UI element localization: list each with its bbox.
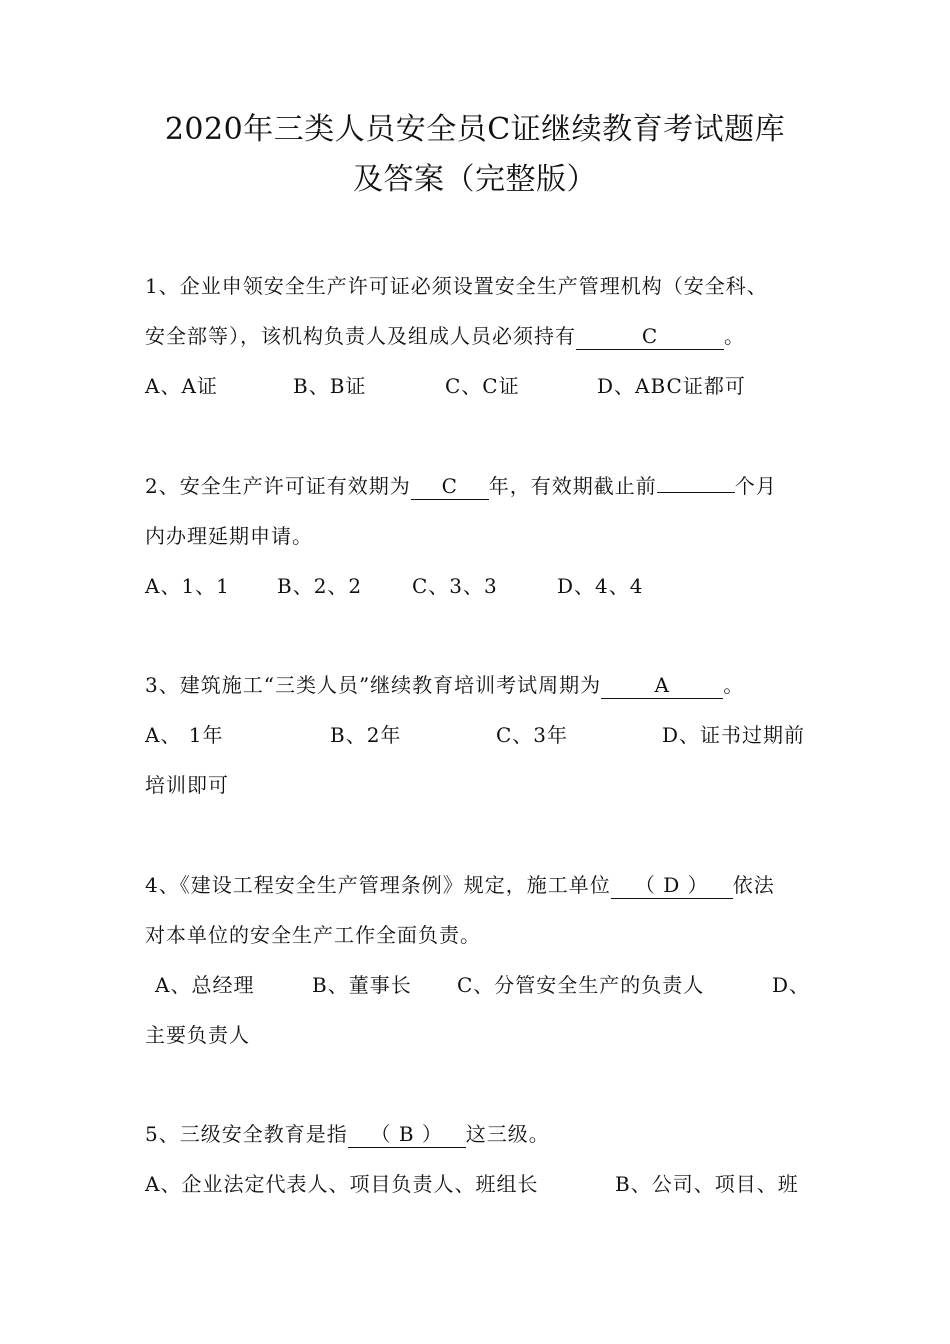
question-4-stem-a: 4、《建设工程安全生产管理条例》规定，施工单位 bbox=[145, 873, 611, 897]
question-2-option-b: B、2、2 bbox=[277, 574, 363, 598]
question-2-second-blank bbox=[657, 492, 735, 493]
question-1-option-d: D、ABC证都可 bbox=[597, 374, 746, 398]
question-2-stem-d: 内办理延期申请。 bbox=[145, 524, 313, 548]
document-title-line1: 2020年三类人员安全员C证继续教育考试题库 bbox=[164, 112, 786, 147]
question-1-answer-blank: C bbox=[576, 323, 724, 350]
question-2-answer-blank: C bbox=[411, 473, 489, 500]
question-2-stem-c: 个月 bbox=[734, 474, 777, 498]
question-3-answer-blank: A bbox=[601, 672, 723, 699]
question-3-option-a: A、 1年 bbox=[145, 723, 224, 747]
question-3-option-c: C、3年 bbox=[496, 723, 569, 747]
question-3-option-d: D、证书过期前 bbox=[662, 723, 806, 747]
question-1-stem-c: 。 bbox=[724, 324, 745, 348]
question-3-stem-line1 bbox=[145, 671, 744, 699]
question-2-option-c: C、3、3 bbox=[412, 574, 498, 598]
question-4-option-wrap bbox=[145, 1021, 250, 1049]
question-4-stem-c: 对本单位的安全生产工作全面负责。 bbox=[145, 923, 481, 947]
question-2-options bbox=[145, 572, 643, 600]
question-5-option-a: A、企业法定代表人、项目负责人、班组长 bbox=[145, 1172, 539, 1196]
question-3-option-b: B、2年 bbox=[330, 723, 402, 747]
question-3-options bbox=[145, 721, 805, 749]
question-4-stem-b: 依法 bbox=[732, 873, 775, 897]
question-4-option-d-continued: 主要负责人 bbox=[145, 1023, 250, 1047]
question-1-stem-line2 bbox=[145, 322, 745, 350]
question-3-stem-b: 。 bbox=[723, 673, 745, 697]
question-2-stem-b: 年，有效期截止前 bbox=[488, 474, 657, 498]
question-4-stem-line2 bbox=[145, 921, 481, 949]
question-3-stem-a: 3、建筑施工“三类人员”继续教育培训考试周期为 bbox=[145, 673, 602, 697]
question-4-option-d: D、 bbox=[772, 973, 811, 997]
question-4-option-b: B、董事长 bbox=[312, 973, 412, 997]
question-5-stem-a: 5、三级安全教育是指 bbox=[145, 1122, 348, 1146]
question-5-stem-b: 这三级。 bbox=[465, 1122, 550, 1146]
question-4-option-a: A、总经理 bbox=[155, 973, 255, 997]
question-5-stem-line1 bbox=[145, 1120, 550, 1148]
document-title-line2: 及答案（完整版） bbox=[353, 162, 597, 197]
question-3-option-d-continued: 培训即可 bbox=[145, 773, 229, 797]
question-2-stem-line2 bbox=[145, 522, 313, 550]
question-3-option-wrap bbox=[145, 771, 229, 799]
question-4-options bbox=[155, 971, 810, 999]
question-1-options bbox=[145, 372, 746, 400]
question-2-option-d: D、4、4 bbox=[557, 574, 644, 598]
question-5-option-b: B、公司、项目、班 bbox=[615, 1172, 799, 1196]
question-5-answer-blank: （ B ） bbox=[348, 1121, 466, 1148]
question-2-option-a: A、1、1 bbox=[145, 574, 230, 598]
question-1-stem-a: 1、企业申领安全生产许可证必须设置安全生产管理机构（安全科、 bbox=[145, 274, 768, 298]
question-1-stem-line1 bbox=[145, 272, 768, 300]
question-1-option-b: B、B证 bbox=[293, 374, 367, 398]
question-2-stem-line1 bbox=[145, 472, 777, 500]
question-5-options bbox=[145, 1170, 799, 1198]
question-2-stem-a: 2、安全生产许可证有效期为 bbox=[145, 474, 411, 498]
question-4-answer-blank: （ D ） bbox=[611, 872, 733, 899]
question-1-option-a: A、A证 bbox=[145, 374, 218, 398]
question-4-option-c: C、分管安全生产的负责人 bbox=[457, 973, 705, 997]
question-1-option-c: C、C证 bbox=[445, 374, 520, 398]
question-1-stem-b: 安全部等），该机构负责人及组成人员必须持有 bbox=[145, 324, 576, 348]
question-4-stem-line1 bbox=[145, 871, 775, 899]
